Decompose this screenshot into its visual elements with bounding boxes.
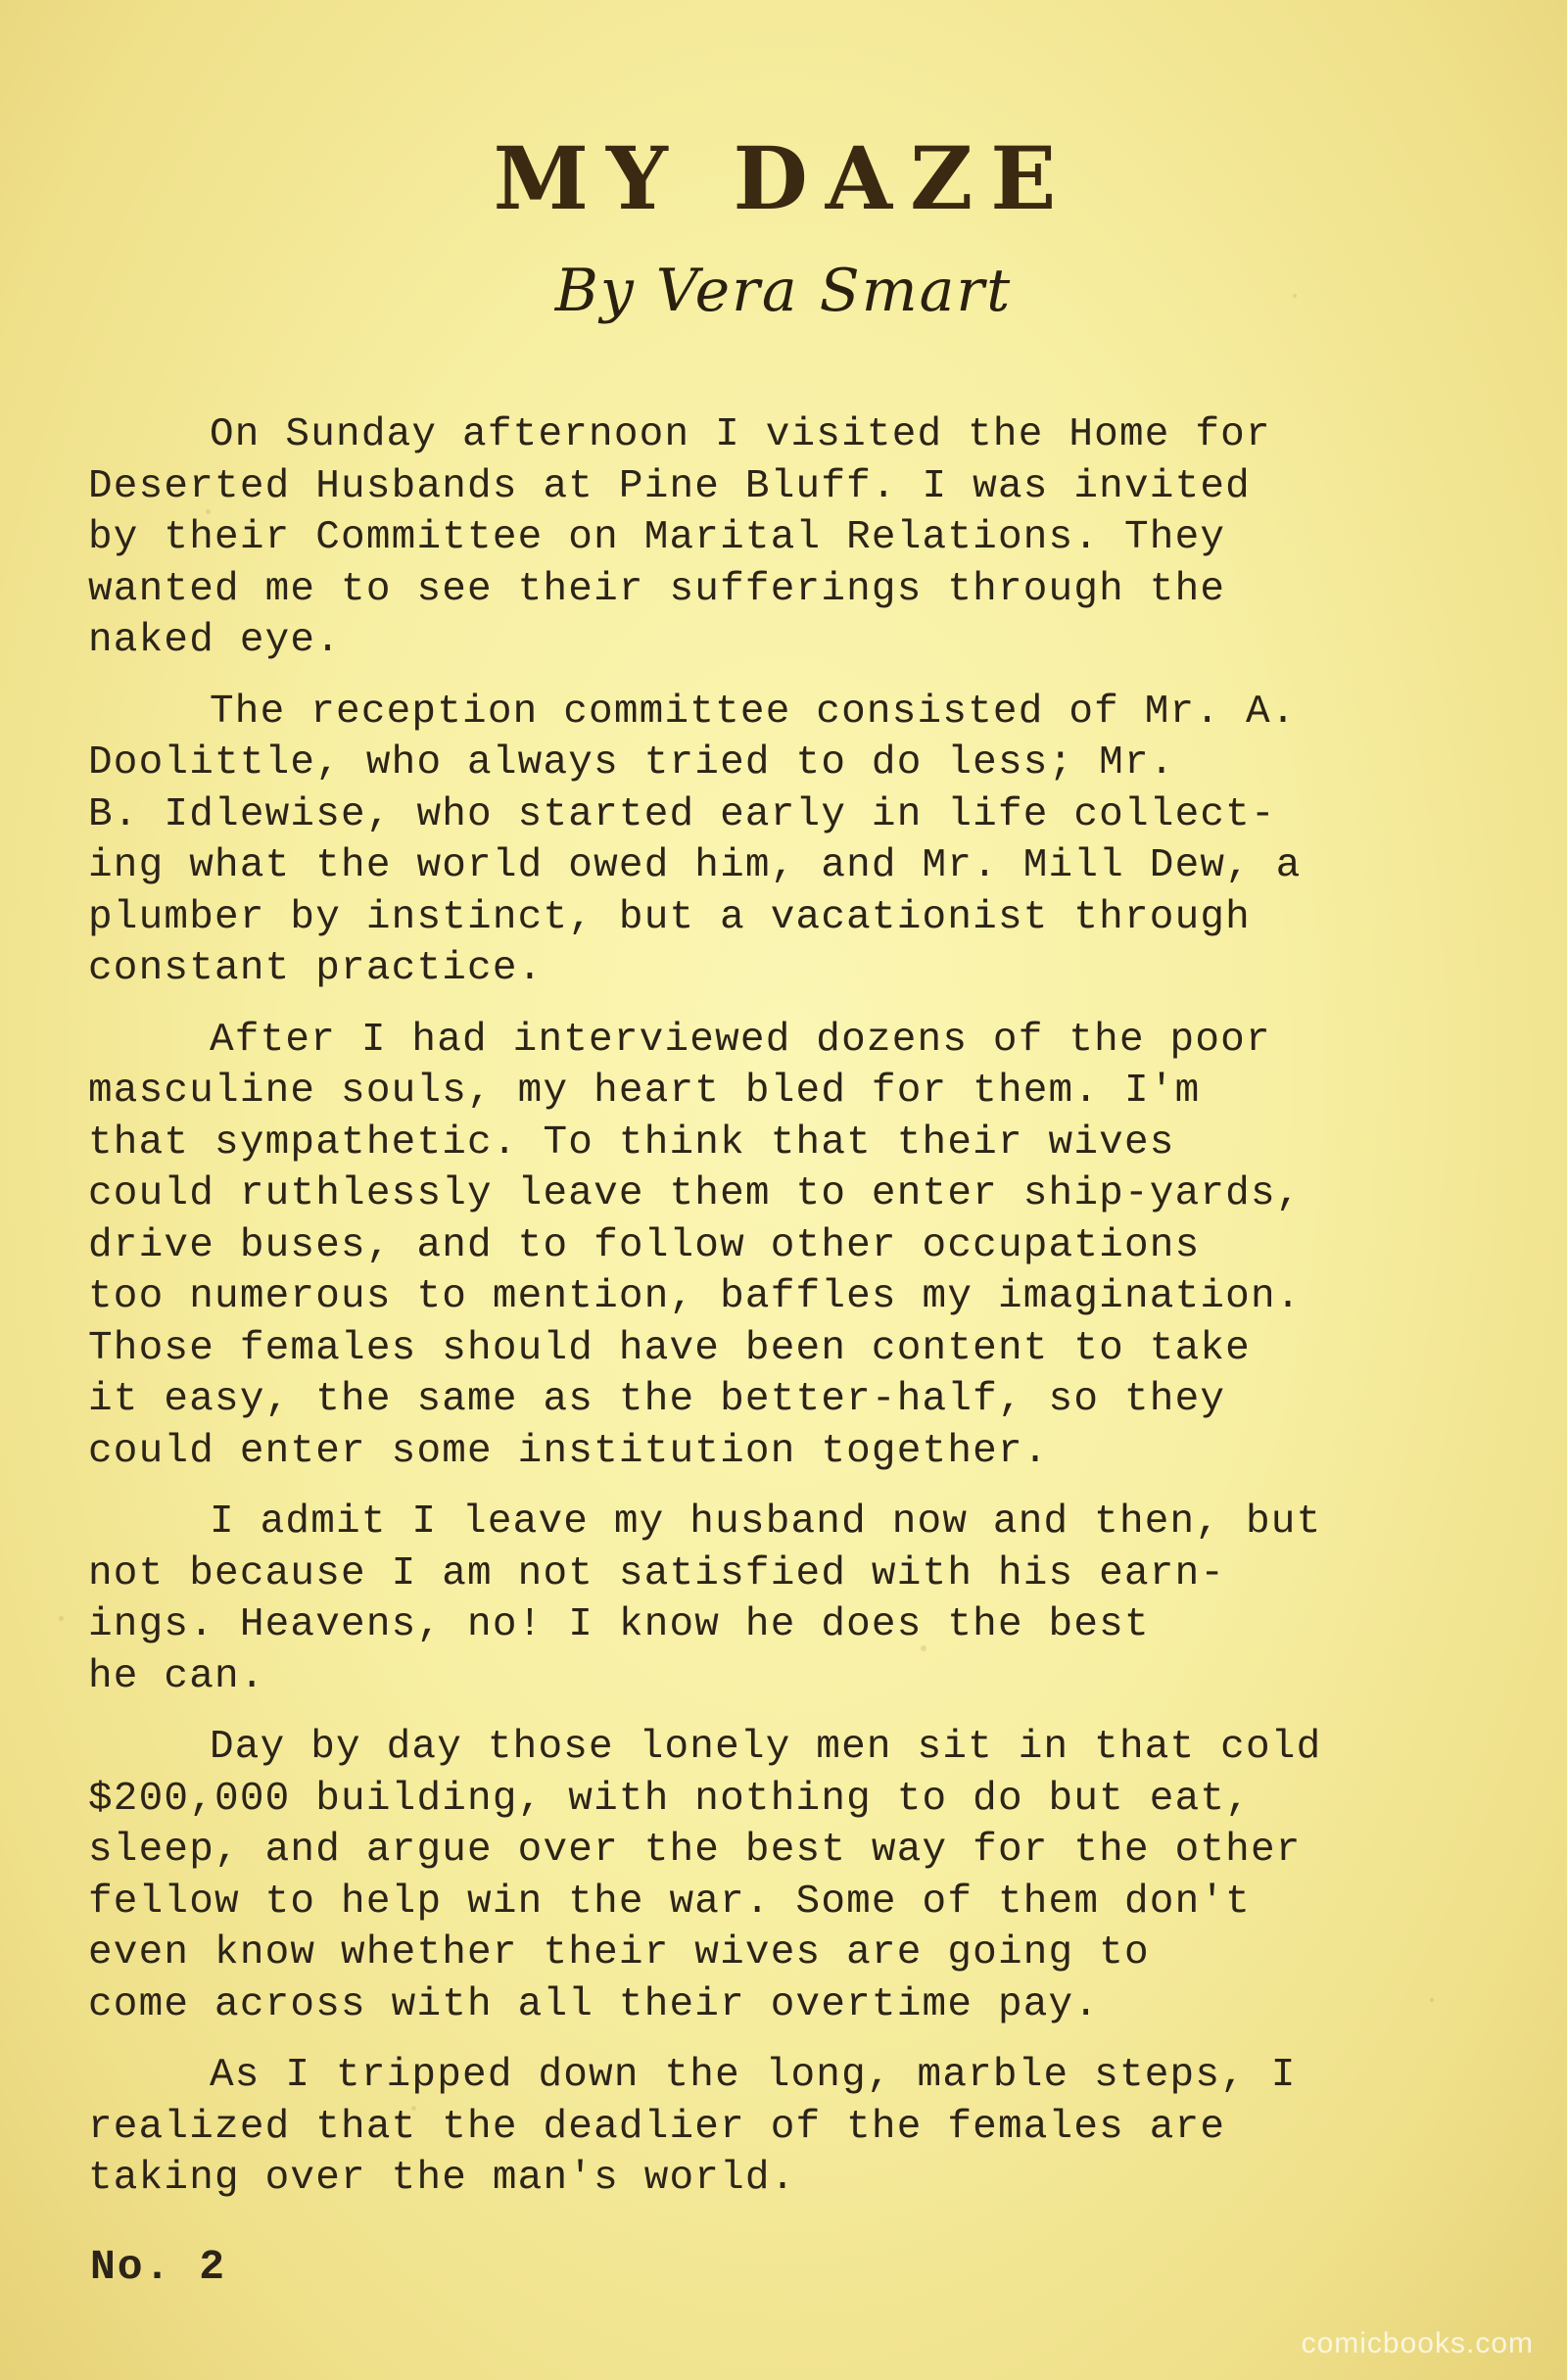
issue-number: No. 2 bbox=[90, 2243, 227, 2291]
paragraph-6: As I tripped down the long, marble steps, I realized that the deadlier of the females are taking over the man's world. bbox=[88, 2053, 1297, 2201]
author-byline: By Vera Smart bbox=[554, 257, 1013, 325]
paragraph-2: The reception committee consisted of Mr. A. Doolittle, who always tried to do less; Mr. B. Idlewise, who started early in life collect- ing what the world owed him, and Mr. Mill Dew, a plumber by instinct, but a vacationist through constant practice. bbox=[88, 689, 1302, 991]
article-body bbox=[88, 409, 1508, 2224]
watermark: comicbooks.com bbox=[1301, 2327, 1534, 2359]
paragraph-5: Day by day those lonely men sit in that cold $200,000 building, with nothing to do but eat, sleep, and argue over the best way for the other fellow to help win the war. Some of them don't even know whether their wives are going to come across with all their overtime pay. bbox=[88, 1725, 1322, 2027]
paragraph-4: I admit I leave my husband now and then, but not because I am not satisfied with his earn- ings. Heavens, no! I know he does the best he can. bbox=[88, 1499, 1322, 1699]
paper-speck bbox=[59, 1616, 64, 1621]
paragraph-1: On Sunday afternoon I visited the Home for Deserted Husbands at Pine Bluff. I was invited by their Committee on Marital Relations. They wanted me to see their sufferings through the naked eye. bbox=[88, 412, 1271, 663]
page-title: MY DAZE bbox=[493, 127, 1074, 229]
paragraph-3: After I had interviewed dozens of the poor masculine souls, my heart bled for them. I'm that sympathetic. To think that their wives could ruthlessly leave them to enter ship-yards, drive buses, and to follow other occupations too numerous to mention, baffles my imagination. Those females should have been content to take it easy, the same as the better-half, so they could enter some institution together. bbox=[88, 1017, 1302, 1474]
